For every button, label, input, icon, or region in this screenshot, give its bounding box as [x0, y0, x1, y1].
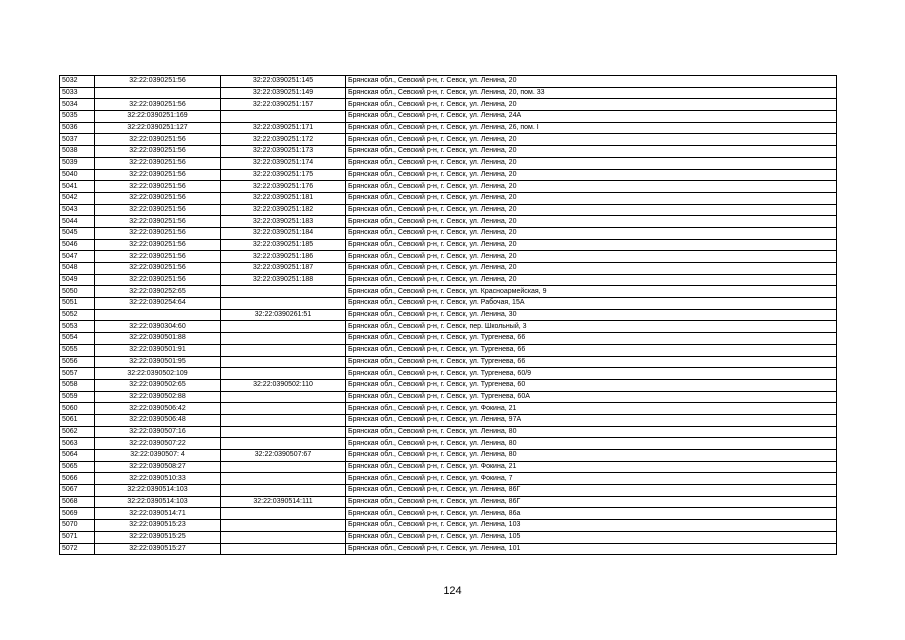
address-cell: Брянская обл., Севский р-н, г. Севск, ул. Тургенева, 66 — [346, 333, 837, 345]
table-body — [60, 76, 837, 555]
table-row — [60, 204, 837, 216]
cadastral-number-cell: 32:22:0390251:127 — [95, 122, 221, 134]
table-row — [60, 87, 837, 99]
row-number-cell: 5047 — [60, 251, 95, 263]
table-row — [60, 414, 837, 426]
cadastral-number-cell: 32:22:0390507:22 — [95, 438, 221, 450]
table-row — [60, 531, 837, 543]
cadastral-number-cell: 32:22:0390252:65 — [95, 286, 221, 298]
row-number-cell: 5039 — [60, 157, 95, 169]
building-cadastral-number-cell: 32:22:0390251:186 — [221, 251, 346, 263]
table-row — [60, 99, 837, 111]
address-cell: Брянская обл., Севский р-н, г. Севск, ул. Ленина, 20 — [346, 216, 837, 228]
cadastral-number-cell: 32:22:0390507:16 — [95, 426, 221, 438]
address-cell: Брянская обл., Севский р-н, г. Севск, ул. Ленина, 20 — [346, 181, 837, 193]
cadastral-number-cell: 32:22:0390514:103 — [95, 485, 221, 497]
table-row — [60, 251, 837, 263]
address-cell: Брянская обл., Севский р-н, г. Севск, ул. Ленина, 20 — [346, 76, 837, 88]
table-row — [60, 298, 837, 310]
table-row — [60, 286, 837, 298]
cadastral-number-cell: 32:22:0390251:56 — [95, 99, 221, 111]
cadastral-number-cell: 32:22:0390501:95 — [95, 356, 221, 368]
table-row — [60, 181, 837, 193]
building-cadastral-number-cell: 32:22:0390251:173 — [221, 146, 346, 158]
address-cell: Брянская обл., Севский р-н, г. Севск, ул. Красноармейская, 9 — [346, 286, 837, 298]
building-cadastral-number-cell — [221, 508, 346, 520]
building-cadastral-number-cell — [221, 414, 346, 426]
row-number-cell: 5068 — [60, 496, 95, 508]
address-cell: Брянская обл., Севский р-н, г. Севск, ул. Ленина, 20 — [346, 239, 837, 251]
address-cell: Брянская обл., Севский р-н, г. Севск, ул. Тургенева, 66 — [346, 356, 837, 368]
table-row — [60, 134, 837, 146]
building-cadastral-number-cell — [221, 531, 346, 543]
cadastral-number-cell — [95, 309, 221, 321]
row-number-cell: 5062 — [60, 426, 95, 438]
row-number-cell: 5041 — [60, 181, 95, 193]
row-number-cell: 5066 — [60, 473, 95, 485]
table-row — [60, 321, 837, 333]
building-cadastral-number-cell: 32:22:0390251:171 — [221, 122, 346, 134]
cadastral-number-cell: 32:22:0390251:56 — [95, 227, 221, 239]
building-cadastral-number-cell: 32:22:0390251:145 — [221, 76, 346, 88]
table-row — [60, 356, 837, 368]
cadastral-number-cell: 32:22:0390514:71 — [95, 508, 221, 520]
building-cadastral-number-cell — [221, 520, 346, 532]
address-cell: Брянская обл., Севский р-н, г. Севск, ул. Ленина, 101 — [346, 543, 837, 555]
address-cell: Брянская обл., Севский р-н, г. Севск, ул. Ленина, 20 — [346, 192, 837, 204]
table-row — [60, 344, 837, 356]
building-cadastral-number-cell — [221, 485, 346, 497]
address-cell: Брянская обл., Севский р-н, г. Севск, ул. Ленина, 80 — [346, 438, 837, 450]
table-row — [60, 192, 837, 204]
cadastral-number-cell: 32:22:0390251:56 — [95, 204, 221, 216]
table-row — [60, 520, 837, 532]
building-cadastral-number-cell: 32:22:0390514:111 — [221, 496, 346, 508]
row-number-cell: 5032 — [60, 76, 95, 88]
address-cell: Брянская обл., Севский р-н, г. Севск, ул. Тургенева, 60/9 — [346, 368, 837, 380]
row-number-cell: 5052 — [60, 309, 95, 321]
row-number-cell: 5045 — [60, 227, 95, 239]
building-cadastral-number-cell — [221, 368, 346, 380]
address-cell: Брянская обл., Севский р-н, г. Севск, пер. Школьный, 3 — [346, 321, 837, 333]
row-number-cell: 5055 — [60, 344, 95, 356]
building-cadastral-number-cell — [221, 286, 346, 298]
row-number-cell: 5033 — [60, 87, 95, 99]
building-cadastral-number-cell — [221, 344, 346, 356]
address-cell: Брянская обл., Севский р-н, г. Севск, ул. Ленина, 24А — [346, 111, 837, 123]
row-number-cell: 5048 — [60, 263, 95, 275]
building-cadastral-number-cell — [221, 473, 346, 485]
row-number-cell: 5069 — [60, 508, 95, 520]
address-cell: Брянская обл., Севский р-н, г. Севск, ул. Ленина, 20 — [346, 169, 837, 181]
row-number-cell: 5058 — [60, 379, 95, 391]
building-cadastral-number-cell: 32:22:0390251:176 — [221, 181, 346, 193]
cadastral-number-cell: 32:22:0390506:48 — [95, 414, 221, 426]
cadastral-number-cell: 32:22:0390251:56 — [95, 181, 221, 193]
cadastral-number-cell: 32:22:0390508:27 — [95, 461, 221, 473]
building-cadastral-number-cell — [221, 438, 346, 450]
cadastral-number-cell: 32:22:0390515:27 — [95, 543, 221, 555]
table-row — [60, 368, 837, 380]
table-row — [60, 496, 837, 508]
row-number-cell: 5053 — [60, 321, 95, 333]
cadastral-number-cell: 32:22:0390251:169 — [95, 111, 221, 123]
row-number-cell: 5040 — [60, 169, 95, 181]
row-number-cell: 5057 — [60, 368, 95, 380]
row-number-cell: 5054 — [60, 333, 95, 345]
building-cadastral-number-cell: 32:22:0390251:184 — [221, 227, 346, 239]
row-number-cell: 5034 — [60, 99, 95, 111]
address-cell: Брянская обл., Севский р-н, г. Севск, ул. Ленина, 20 — [346, 134, 837, 146]
building-cadastral-number-cell: 32:22:0390251:182 — [221, 204, 346, 216]
building-cadastral-number-cell — [221, 461, 346, 473]
building-cadastral-number-cell — [221, 321, 346, 333]
table-row — [60, 216, 837, 228]
property-registry-table — [59, 75, 837, 555]
row-number-cell: 5036 — [60, 122, 95, 134]
table-row — [60, 391, 837, 403]
cadastral-number-cell: 32:22:0390502:88 — [95, 391, 221, 403]
address-cell: Брянская обл., Севский р-н, г. Севск, ул. Фокина, 21 — [346, 461, 837, 473]
row-number-cell: 5043 — [60, 204, 95, 216]
cadastral-number-cell: 32:22:0390501:88 — [95, 333, 221, 345]
cadastral-number-cell: 32:22:0390251:56 — [95, 146, 221, 158]
address-cell: Брянская обл., Севский р-н, г. Севск, ул. Ленина, 86Г — [346, 496, 837, 508]
address-cell: Брянская обл., Севский р-н, г. Севск, ул. Ленина, 30 — [346, 309, 837, 321]
address-cell: Брянская обл., Севский р-н, г. Севск, ул. Ленина, 20 — [346, 251, 837, 263]
table-row — [60, 379, 837, 391]
row-number-cell: 5035 — [60, 111, 95, 123]
address-cell: Брянская обл., Севский р-н, г. Севск, ул. Тургенева, 60А — [346, 391, 837, 403]
table-row — [60, 122, 837, 134]
row-number-cell: 5072 — [60, 543, 95, 555]
address-cell: Брянская обл., Севский р-н, г. Севск, ул. Ленина, 20 — [346, 227, 837, 239]
building-cadastral-number-cell: 32:22:0390502:110 — [221, 379, 346, 391]
cadastral-number-cell: 32:22:0390501:91 — [95, 344, 221, 356]
building-cadastral-number-cell: 32:22:0390251:174 — [221, 157, 346, 169]
building-cadastral-number-cell: 32:22:0390251:149 — [221, 87, 346, 99]
cadastral-number-cell: 32:22:0390514:103 — [95, 496, 221, 508]
building-cadastral-number-cell: 32:22:0390261:51 — [221, 309, 346, 321]
table-row — [60, 450, 837, 462]
building-cadastral-number-cell: 32:22:0390251:181 — [221, 192, 346, 204]
table-row — [60, 169, 837, 181]
table-row — [60, 263, 837, 275]
cadastral-number-cell: 32:22:0390515:23 — [95, 520, 221, 532]
table-row — [60, 461, 837, 473]
building-cadastral-number-cell — [221, 403, 346, 415]
cadastral-number-cell: 32:22:0390251:56 — [95, 251, 221, 263]
cadastral-number-cell — [95, 87, 221, 99]
row-number-cell: 5059 — [60, 391, 95, 403]
building-cadastral-number-cell: 32:22:0390251:187 — [221, 263, 346, 275]
cadastral-number-cell: 32:22:0390251:56 — [95, 76, 221, 88]
table-row — [60, 146, 837, 158]
cadastral-number-cell: 32:22:0390254:64 — [95, 298, 221, 310]
address-cell: Брянская обл., Севский р-н, г. Севск, ул. Ленина, 20 — [346, 157, 837, 169]
row-number-cell: 5037 — [60, 134, 95, 146]
table-row — [60, 239, 837, 251]
building-cadastral-number-cell: 32:22:0390507:67 — [221, 450, 346, 462]
address-cell: Брянская обл., Севский р-н, г. Севск, ул. Фокина, 21 — [346, 403, 837, 415]
row-number-cell: 5061 — [60, 414, 95, 426]
cadastral-number-cell: 32:22:0390251:56 — [95, 239, 221, 251]
table-row — [60, 76, 837, 88]
address-cell: Брянская обл., Севский р-н, г. Севск, ул. Ленина, 20 — [346, 99, 837, 111]
cadastral-number-cell: 32:22:0390251:56 — [95, 216, 221, 228]
cadastral-number-cell: 32:22:0390502:65 — [95, 379, 221, 391]
cadastral-number-cell: 32:22:0390507: 4 — [95, 450, 221, 462]
row-number-cell: 5051 — [60, 298, 95, 310]
address-cell: Брянская обл., Севский р-н, г. Севск, ул. Ленина, 80 — [346, 426, 837, 438]
building-cadastral-number-cell: 32:22:0390251:157 — [221, 99, 346, 111]
table-row — [60, 426, 837, 438]
building-cadastral-number-cell: 32:22:0390251:172 — [221, 134, 346, 146]
cadastral-number-cell: 32:22:0390515:25 — [95, 531, 221, 543]
address-cell: Брянская обл., Севский р-н, г. Севск, ул. Ленина, 20 — [346, 263, 837, 275]
row-number-cell: 5067 — [60, 485, 95, 497]
cadastral-number-cell: 32:22:0390510:33 — [95, 473, 221, 485]
building-cadastral-number-cell — [221, 391, 346, 403]
address-cell: Брянская обл., Севский р-н, г. Севск, ул. Фокина, 7 — [346, 473, 837, 485]
cadastral-number-cell: 32:22:0390251:56 — [95, 169, 221, 181]
row-number-cell: 5044 — [60, 216, 95, 228]
building-cadastral-number-cell — [221, 543, 346, 555]
address-cell: Брянская обл., Севский р-н, г. Севск, ул. Ленина, 105 — [346, 531, 837, 543]
cadastral-number-cell: 32:22:0390251:56 — [95, 192, 221, 204]
table-row — [60, 508, 837, 520]
address-cell: Брянская обл., Севский р-н, г. Севск, ул. Ленина, 20 — [346, 146, 837, 158]
building-cadastral-number-cell — [221, 356, 346, 368]
row-number-cell: 5065 — [60, 461, 95, 473]
address-cell: Брянская обл., Севский р-н, г. Севск, ул. Ленина, 86Г — [346, 485, 837, 497]
cadastral-number-cell: 32:22:0390304:60 — [95, 321, 221, 333]
page-number: 124 — [443, 585, 462, 597]
table-row — [60, 111, 837, 123]
address-cell: Брянская обл., Севский р-н, г. Севск, ул. Ленина, 20 — [346, 204, 837, 216]
row-number-cell: 5049 — [60, 274, 95, 286]
address-cell: Брянская обл., Севский р-н, г. Севск, ул. Ленина, 26, пом. I — [346, 122, 837, 134]
table-row — [60, 274, 837, 286]
address-cell: Брянская обл., Севский р-н, г. Севск, ул. Ленина, 20, пом. 33 — [346, 87, 837, 99]
building-cadastral-number-cell: 32:22:0390251:188 — [221, 274, 346, 286]
address-cell: Брянская обл., Севский р-н, г. Севск, ул. Ленина, 20 — [346, 274, 837, 286]
table-row — [60, 543, 837, 555]
cadastral-number-cell: 32:22:0390251:56 — [95, 134, 221, 146]
row-number-cell: 5060 — [60, 403, 95, 415]
cadastral-number-cell: 32:22:0390251:56 — [95, 157, 221, 169]
building-cadastral-number-cell: 32:22:0390251:175 — [221, 169, 346, 181]
cadastral-number-cell: 32:22:0390506:42 — [95, 403, 221, 415]
building-cadastral-number-cell — [221, 111, 346, 123]
cadastral-number-cell: 32:22:0390502:109 — [95, 368, 221, 380]
row-number-cell: 5070 — [60, 520, 95, 532]
building-cadastral-number-cell — [221, 426, 346, 438]
table-row — [60, 309, 837, 321]
table-row — [60, 473, 837, 485]
table-row — [60, 403, 837, 415]
building-cadastral-number-cell — [221, 298, 346, 310]
address-cell: Брянская обл., Севский р-н, г. Севск, ул. Ленина, 103 — [346, 520, 837, 532]
table-row — [60, 157, 837, 169]
table-row — [60, 438, 837, 450]
address-cell: Брянская обл., Севский р-н, г. Севск, ул. Тургенева, 66 — [346, 344, 837, 356]
building-cadastral-number-cell: 32:22:0390251:183 — [221, 216, 346, 228]
cadastral-number-cell: 32:22:0390251:56 — [95, 263, 221, 275]
row-number-cell: 5050 — [60, 286, 95, 298]
row-number-cell: 5038 — [60, 146, 95, 158]
address-cell: Брянская обл., Севский р-н, г. Севск, ул. Ленина, 97А — [346, 414, 837, 426]
row-number-cell: 5071 — [60, 531, 95, 543]
address-cell: Брянская обл., Севский р-н, г. Севск, ул. Рабочая, 15А — [346, 298, 837, 310]
address-cell: Брянская обл., Севский р-н, г. Севск, ул. Ленина, 80 — [346, 450, 837, 462]
address-cell: Брянская обл., Севский р-н, г. Севск, ул. Ленина, 86а — [346, 508, 837, 520]
building-cadastral-number-cell — [221, 333, 346, 345]
address-cell: Брянская обл., Севский р-н, г. Севск, ул. Тургенева, 60 — [346, 379, 837, 391]
building-cadastral-number-cell: 32:22:0390251:185 — [221, 239, 346, 251]
row-number-cell: 5042 — [60, 192, 95, 204]
row-number-cell: 5063 — [60, 438, 95, 450]
row-number-cell: 5046 — [60, 239, 95, 251]
cadastral-number-cell: 32:22:0390251:56 — [95, 274, 221, 286]
table-row — [60, 227, 837, 239]
row-number-cell: 5064 — [60, 450, 95, 462]
table-row — [60, 485, 837, 497]
row-number-cell: 5056 — [60, 356, 95, 368]
table-row — [60, 333, 837, 345]
